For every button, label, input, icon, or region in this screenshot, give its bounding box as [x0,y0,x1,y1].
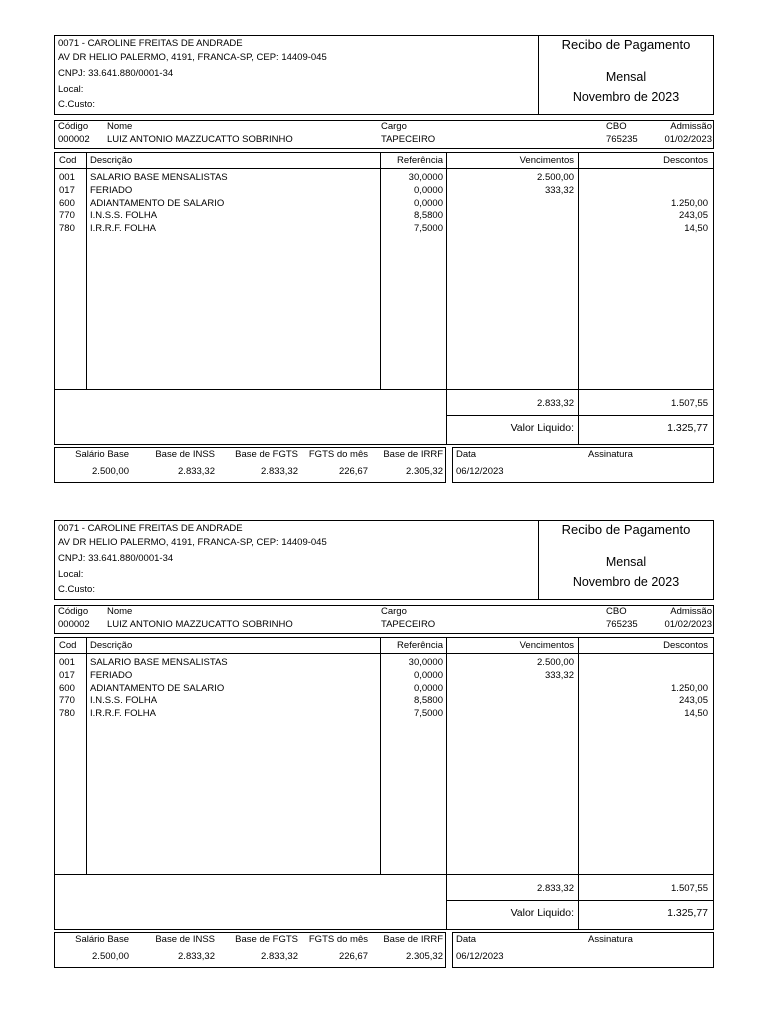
receipt-title: Recibo de Pagamento [561,522,691,537]
col-header-vencimentos: Vencimentos [519,155,574,166]
row-deductions: 243,05 [678,210,708,222]
base-irrf-value: 2.305,32 [406,951,443,962]
divider [54,653,714,654]
employee-code: 000002 [58,134,90,145]
row-earnings: 2.500,00 [537,657,574,668]
col-header-descricao: Descrição [90,155,133,166]
salario-base-label: Salário Base [75,449,129,460]
col-header-referencia: Referência [397,640,443,651]
employee-code: 000002 [58,619,90,630]
row-description: ADIANTAMENTO DE SALARIO [90,682,225,694]
row-description: FERIADO [90,669,133,681]
net-value-label: Valor Liquido: [510,422,574,434]
row-reference: 0,0000 [413,669,443,681]
base-fgts-label: Base de FGTS [235,934,298,945]
receipt-type: Mensal [605,70,647,84]
cbo-label: CBO [606,121,627,132]
row-deductions: 243,05 [678,695,708,707]
employee-role: TAPECEIRO [381,619,436,630]
row-earnings: 2.500,00 [537,172,574,183]
divider [54,389,714,390]
nome-label: Nome [107,606,133,617]
local-label: Local: [58,84,84,95]
net-value: 1.325,77 [667,422,708,434]
col-header-referencia: Referência [397,155,443,166]
nome-label: Nome [107,121,133,132]
date-label: Data [456,449,477,460]
company-name: 0071 - CAROLINE FREITAS DE ANDRADE [58,38,243,49]
col-header-vencimentos: Vencimentos [519,640,574,651]
employee-role: TAPECEIRO [381,134,436,145]
salario-base-value: 2.500,00 [92,951,129,962]
total-descontos: 1.507,55 [671,883,708,894]
total-vencimentos: 2.833,32 [537,883,574,894]
row-description: I.N.S.S. FOLHA [90,695,158,707]
row-code: 770 [59,695,75,707]
base-irrf-value: 2.305,32 [406,466,443,477]
base-fgts-value: 2.833,32 [261,951,298,962]
row-description: SALARIO BASE MENSALISTAS [90,172,228,183]
fgts-mes-value: 226,67 [338,951,368,962]
codigo-label: Código [58,606,89,617]
total-vencimentos: 2.833,32 [537,398,574,409]
row-deductions: 1.250,00 [671,682,708,694]
base-inss-label: Base de INSS [155,934,215,945]
base-inss-label: Base de INSS [155,449,215,460]
base-inss-value: 2.833,32 [178,951,215,962]
signature-box [452,932,714,968]
ccusto-label: C.Custo: [58,99,95,110]
row-description: ADIANTAMENTO DE SALARIO [90,197,225,209]
col-header-descricao: Descrição [90,640,133,651]
admissao-label: Admissão [670,121,712,132]
employee-cbo: 765235 [606,619,638,630]
row-earnings: 333,32 [544,184,574,196]
date-label: Data [456,934,477,945]
divider [86,637,87,874]
admissao-label: Admissão [670,606,712,617]
salario-base-label: Salário Base [75,934,129,945]
row-reference: 0,0000 [413,682,443,694]
row-code: 780 [59,223,75,235]
base-fgts-value: 2.833,32 [261,466,298,477]
fgts-mes-label: FGTS do mês [308,934,368,945]
row-reference: 7,5000 [413,223,443,235]
row-reference: 8,5800 [413,695,443,707]
receipt-type: Mensal [605,555,647,569]
row-description: I.R.R.F. FOLHA [90,708,156,720]
row-code: 017 [59,669,75,681]
col-header-cod: Cod [59,640,77,651]
row-deductions: 1.250,00 [671,197,708,209]
receipt-period: Novembro de 2023 [572,90,680,104]
net-value: 1.325,77 [667,907,708,919]
row-reference: 0,0000 [413,184,443,196]
signature-box [452,447,714,483]
company-address: AV DR HELIO PALERMO, 4191, FRANCA-SP, CEP: 14409-045 [58,537,327,548]
base-fgts-label: Base de FGTS [235,449,298,460]
net-value-label: Valor Liquido: [510,907,574,919]
divider [54,168,714,169]
col-header-cod: Cod [59,155,77,166]
row-code: 770 [59,210,75,222]
cargo-label: Cargo [381,121,407,132]
row-code: 600 [59,682,75,694]
signature-label: Assinatura [588,449,633,460]
row-code: 001 [59,657,75,668]
row-earnings: 333,32 [544,669,574,681]
row-reference: 0,0000 [413,197,443,209]
divider [54,874,714,875]
row-reference: 7,5000 [413,708,443,720]
date-value: 06/12/2023 [456,951,504,962]
row-code: 001 [59,172,75,183]
total-descontos: 1.507,55 [671,398,708,409]
company-address: AV DR HELIO PALERMO, 4191, FRANCA-SP, CEP: 14409-045 [58,52,327,63]
cargo-label: Cargo [381,606,407,617]
row-description: SALARIO BASE MENSALISTAS [90,657,228,668]
fgts-mes-value: 226,67 [338,466,368,477]
fgts-mes-label: FGTS do mês [308,449,368,460]
base-irrf-label: Base de IRRF [383,449,443,460]
row-deductions: 14,50 [684,223,708,235]
employee-admission: 01/02/2023 [664,619,712,630]
employee-name: LUIZ ANTONIO MAZZUCATTO SOBRINHO [107,619,293,630]
receipt-title: Recibo de Pagamento [561,37,691,52]
salario-base-value: 2.500,00 [92,466,129,477]
row-reference: 30,0000 [408,657,443,668]
employee-cbo: 765235 [606,134,638,145]
local-label: Local: [58,569,84,580]
ccusto-label: C.Custo: [58,584,95,595]
col-header-descontos: Descontos [663,155,708,166]
row-reference: 8,5800 [413,210,443,222]
employee-admission: 01/02/2023 [664,134,712,145]
row-description: I.N.S.S. FOLHA [90,210,158,222]
divider [446,900,714,901]
company-name: 0071 - CAROLINE FREITAS DE ANDRADE [58,523,243,534]
employee-name: LUIZ ANTONIO MAZZUCATTO SOBRINHO [107,134,293,145]
row-description: FERIADO [90,184,133,196]
base-inss-value: 2.833,32 [178,466,215,477]
company-cnpj: CNPJ: 33.641.880/0001-34 [58,553,174,564]
row-deductions: 14,50 [684,708,708,720]
cbo-label: CBO [606,606,627,617]
codigo-label: Código [58,121,89,132]
row-code: 600 [59,197,75,209]
company-cnpj: CNPJ: 33.641.880/0001-34 [58,68,174,79]
col-header-descontos: Descontos [663,640,708,651]
payment-receipt [54,520,714,968]
date-value: 06/12/2023 [456,466,504,477]
payment-receipt [54,35,714,483]
divider [446,415,714,416]
row-reference: 30,0000 [408,172,443,183]
signature-label: Assinatura [588,934,633,945]
row-description: I.R.R.F. FOLHA [90,223,156,235]
receipt-period: Novembro de 2023 [572,575,680,589]
row-code: 780 [59,708,75,720]
base-irrf-label: Base de IRRF [383,934,443,945]
row-code: 017 [59,184,75,196]
divider [86,152,87,389]
